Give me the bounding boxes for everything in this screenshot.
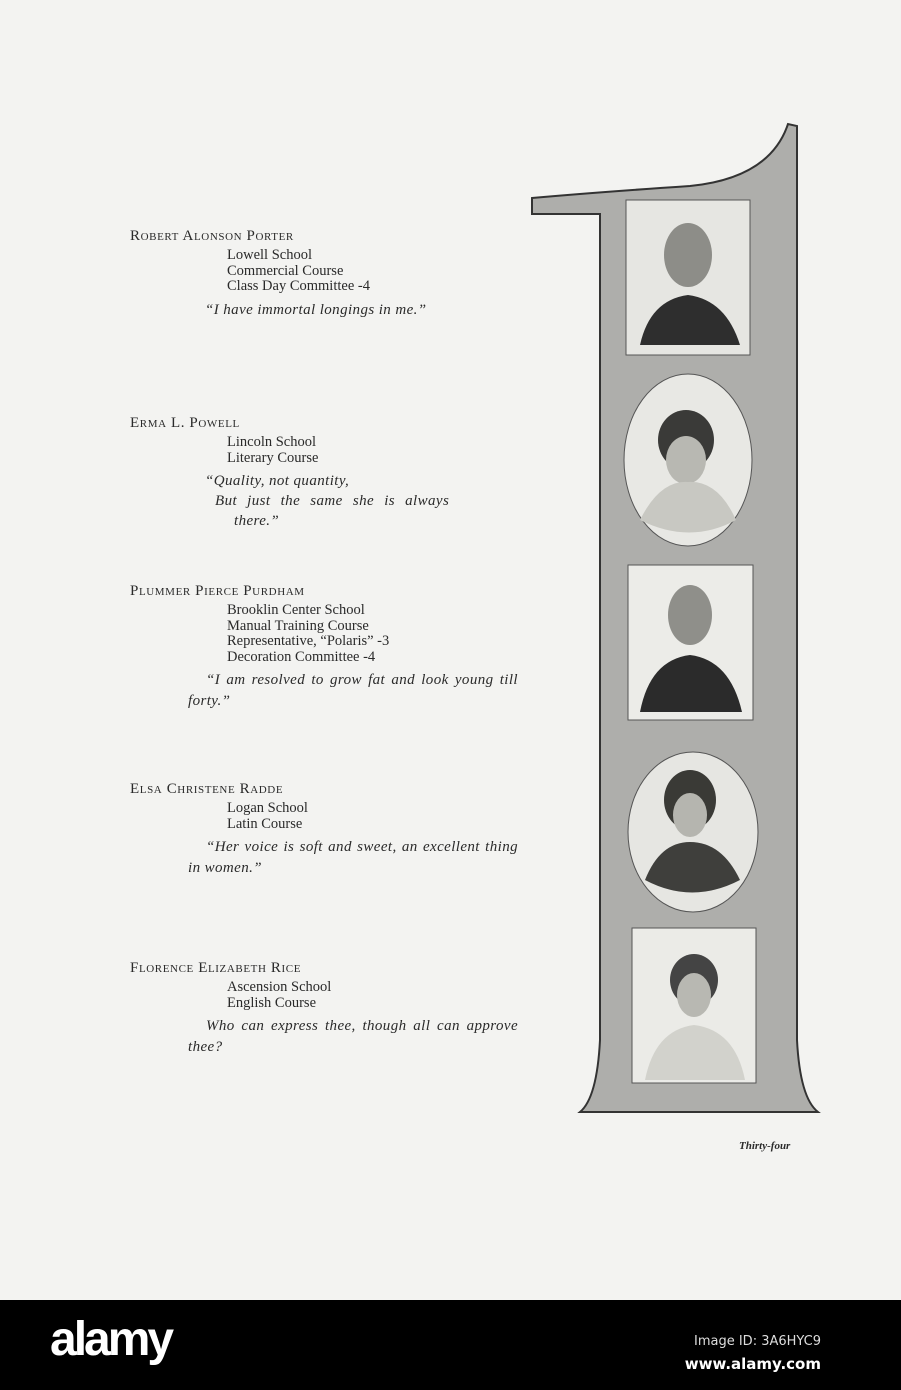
detail: Literary Course (227, 449, 319, 466)
detail: Latin Course (227, 815, 303, 832)
quote-line: But just the same she is always (215, 493, 450, 509)
page-number: Thirty-four (739, 1140, 791, 1152)
detail: English Course (227, 994, 317, 1011)
portrait-porter (626, 200, 750, 355)
detail: Ascension School (227, 979, 332, 995)
detail: Class Day Committee -4 (227, 278, 370, 294)
quote (205, 471, 530, 531)
detail: Lincoln School (227, 434, 317, 450)
portrait-rice (632, 928, 756, 1083)
portrait-powell (624, 374, 752, 546)
entry-powell (130, 415, 530, 531)
quote: “I have immortal longings in me.” (205, 301, 427, 318)
quote: “Her voice is soft and sweet, an excellent thing in women.” (188, 839, 518, 876)
entry-purdham (130, 583, 530, 712)
portrait-purdham (628, 565, 753, 720)
student-name: Erma L. Powell (130, 415, 240, 431)
detail: Decoration Committee -4 (227, 648, 376, 665)
student-name: Elsa Christene Radde (130, 781, 284, 797)
quote-line: there.” (234, 513, 280, 529)
detail: Logan School (227, 800, 308, 816)
quote: Who can express thee, though all can approve thee? (188, 1018, 518, 1055)
entry-rice (130, 960, 530, 1058)
watermark-logo: alamy (50, 1313, 172, 1366)
student-name: Robert Alonson Porter (130, 228, 294, 244)
student-name: Plummer Pierce Purdham (130, 583, 305, 599)
detail: Representative, “Polaris” -3 (227, 633, 390, 649)
portrait-radde (628, 752, 758, 912)
image-id: Image ID: 3A6HYC9 (694, 1334, 821, 1349)
quote-line: “Quality, not quantity, (205, 473, 350, 489)
watermark-bar (0, 1300, 901, 1390)
entry-porter (130, 228, 530, 321)
entry-radde (130, 781, 530, 879)
student-name: Florence Elizabeth Rice (130, 960, 302, 976)
watermark-site: www.alamy.com (684, 1355, 821, 1373)
detail: Commercial Course (227, 262, 344, 279)
quote: “I am resolved to grow fat and look young till forty.” (188, 672, 518, 709)
detail: Manual Training Course (227, 617, 369, 634)
detail: Brooklin Center School (227, 602, 365, 618)
detail: Lowell School (227, 247, 312, 263)
